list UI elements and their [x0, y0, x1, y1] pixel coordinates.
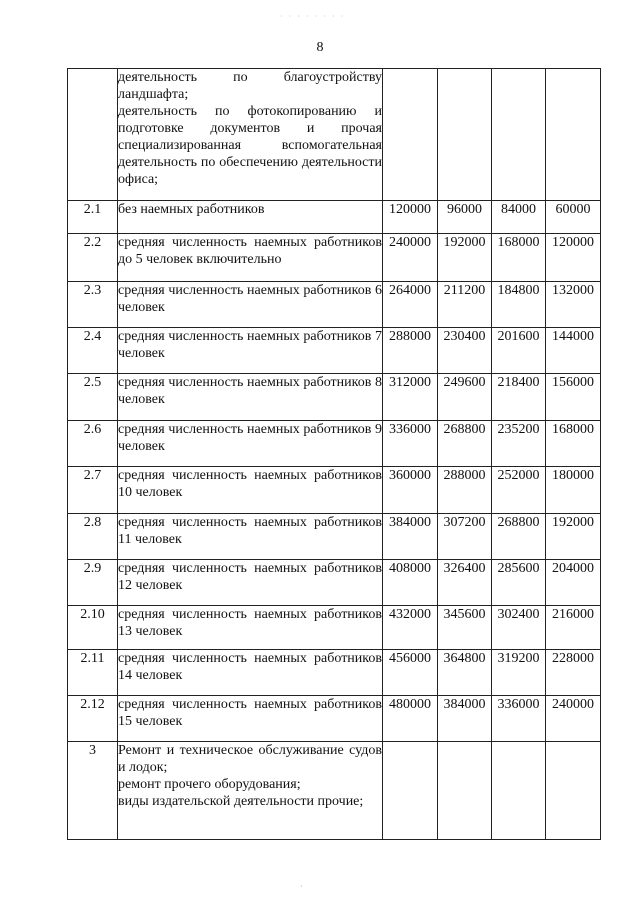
- value-cell: 336000: [492, 696, 546, 742]
- activity-description: средняя численность наемных работников 9 человек: [118, 421, 383, 467]
- value-cell: 432000: [383, 606, 438, 650]
- table-row: [68, 201, 601, 234]
- row-number-cell: 2.8: [68, 514, 118, 560]
- value-cell: [546, 742, 601, 840]
- value-cell: 132000: [546, 282, 601, 328]
- value-cell: [438, 742, 492, 840]
- row-number-cell: 2.1: [68, 201, 118, 234]
- value-cell: 384000: [383, 514, 438, 560]
- value-cell: 285600: [492, 560, 546, 606]
- stray-mark: ·: [300, 882, 303, 891]
- value-cell: 218400: [492, 374, 546, 421]
- value-cell: 456000: [383, 650, 438, 696]
- row-number-cell: 2.10: [68, 606, 118, 650]
- row-number-cell: 2.3: [68, 282, 118, 328]
- value-cell: 312000: [383, 374, 438, 421]
- table-row: [68, 282, 601, 328]
- row-number-cell: 2.4: [68, 328, 118, 374]
- table-row: [68, 560, 601, 606]
- table-row: [68, 696, 601, 742]
- table-row: [68, 650, 601, 696]
- table-row: [68, 421, 601, 467]
- row-number-cell: 2.2: [68, 234, 118, 282]
- row-number-cell: 2.6: [68, 421, 118, 467]
- table-row: [68, 374, 601, 421]
- row-number-cell: 2.11: [68, 650, 118, 696]
- row-number-cell: 2.5: [68, 374, 118, 421]
- row-number-cell: [68, 69, 118, 201]
- faint-header-mark: · · · · · · · ·: [280, 12, 346, 21]
- value-cell: 249600: [438, 374, 492, 421]
- description-line: Ремонт и техническое обслуживание судов и лодок;: [118, 743, 382, 775]
- value-cell: 180000: [546, 467, 601, 514]
- activity-description: [118, 742, 383, 840]
- value-cell: 268800: [492, 514, 546, 560]
- value-cell: 84000: [492, 201, 546, 234]
- value-cell: 319200: [492, 650, 546, 696]
- value-cell: 60000: [546, 201, 601, 234]
- continuation-row: [68, 69, 601, 201]
- value-cell: 120000: [546, 234, 601, 282]
- page-number: 8: [316, 40, 324, 55]
- value-cell: 192000: [438, 234, 492, 282]
- value-cell: 120000: [383, 201, 438, 234]
- table-row: [68, 742, 601, 840]
- value-cell: 211200: [438, 282, 492, 328]
- value-cell: [492, 69, 546, 201]
- value-cell: 252000: [492, 467, 546, 514]
- value-cell: 326400: [438, 560, 492, 606]
- value-cell: [383, 69, 438, 201]
- value-cell: 184800: [492, 282, 546, 328]
- activity-description: средняя численность наемных работников до 5 человек включительно: [118, 234, 383, 282]
- activity-description: средняя численность наемных работников 14 человек: [118, 650, 383, 696]
- value-cell: 228000: [546, 650, 601, 696]
- value-cell: 156000: [546, 374, 601, 421]
- activity-description: без наемных работников: [118, 201, 383, 234]
- value-cell: 302400: [492, 606, 546, 650]
- description-line: ремонт прочего оборудования;: [118, 777, 301, 792]
- value-cell: 364800: [438, 650, 492, 696]
- value-cell: 240000: [383, 234, 438, 282]
- value-cell: 230400: [438, 328, 492, 374]
- activity-description: средняя численность наемных работников 7 человек: [118, 328, 383, 374]
- row-number-cell: 3: [68, 742, 118, 840]
- value-cell: 204000: [546, 560, 601, 606]
- description-line: деятельность по благоустройству ландшафта;: [118, 70, 382, 102]
- value-cell: 201600: [492, 328, 546, 374]
- activity-description: средняя численность наемных работников 10 человек: [118, 467, 383, 514]
- table-row: [68, 514, 601, 560]
- value-cell: [546, 69, 601, 201]
- value-cell: 168000: [546, 421, 601, 467]
- value-cell: 240000: [546, 696, 601, 742]
- value-cell: 336000: [383, 421, 438, 467]
- value-cell: 168000: [492, 234, 546, 282]
- row-number-cell: 2.9: [68, 560, 118, 606]
- row-number-cell: 2.7: [68, 467, 118, 514]
- value-cell: 288000: [438, 467, 492, 514]
- value-cell: 345600: [438, 606, 492, 650]
- row-number-cell: 2.12: [68, 696, 118, 742]
- value-cell: 144000: [546, 328, 601, 374]
- value-cell: 235200: [492, 421, 546, 467]
- value-cell: 268800: [438, 421, 492, 467]
- value-cell: 192000: [546, 514, 601, 560]
- activity-description: [118, 69, 383, 201]
- activity-description: средняя численность наемных работников 15 человек: [118, 696, 383, 742]
- value-cell: 408000: [383, 560, 438, 606]
- activity-description: средняя численность наемных работников 6 человек: [118, 282, 383, 328]
- tariff-table: [67, 68, 601, 840]
- value-cell: 480000: [383, 696, 438, 742]
- table-row: [68, 234, 601, 282]
- description-line: деятельность по фотокопированию и подготовке документов и прочая специализированная вспомогательная деятельность по обеспечению деятельности офиса;: [118, 104, 382, 187]
- value-cell: 307200: [438, 514, 492, 560]
- value-cell: 96000: [438, 201, 492, 234]
- activity-description: средняя численность наемных работников 8 человек: [118, 374, 383, 421]
- activity-description: средняя численность наемных работников 12 человек: [118, 560, 383, 606]
- value-cell: 264000: [383, 282, 438, 328]
- description-line: виды издательской деятельности прочие;: [118, 794, 364, 809]
- value-cell: 384000: [438, 696, 492, 742]
- value-cell: [383, 742, 438, 840]
- value-cell: [438, 69, 492, 201]
- value-cell: [492, 742, 546, 840]
- activity-description: средняя численность наемных работников 13 человек: [118, 606, 383, 650]
- value-cell: 288000: [383, 328, 438, 374]
- table-row: [68, 606, 601, 650]
- activity-description: средняя численность наемных работников 11 человек: [118, 514, 383, 560]
- value-cell: 360000: [383, 467, 438, 514]
- table-row: [68, 467, 601, 514]
- table-row: [68, 328, 601, 374]
- value-cell: 216000: [546, 606, 601, 650]
